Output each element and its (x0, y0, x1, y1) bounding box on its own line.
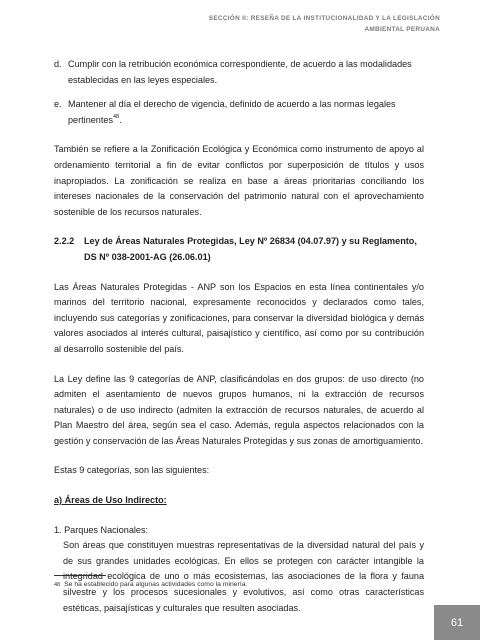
parques-title: 1. Parques Nacionales: (54, 524, 149, 535)
subheading-uso-indirecto: a) Áreas de Uso Indirecto: (54, 495, 167, 506)
page-number: 61 (450, 616, 464, 629)
list-item-d (54, 57, 424, 88)
list-item-text: Cumplir con la retribución económica correspondiente, de acuerdo a las modalidades establecidas en las leyes especiales. (68, 59, 412, 85)
footnote-number: 48 (54, 582, 61, 588)
list-item-e (54, 97, 424, 128)
list-item-e-text: Mantener al día el derecho de vigencia, definido de acuerdo a las normas legales pertinentes (68, 99, 396, 125)
page-number-box (434, 605, 480, 640)
footnote-ref: 48 (113, 113, 120, 120)
page-body (54, 57, 424, 616)
footnote-text: Se ha establecido para algunas actividades como la minería. (64, 581, 248, 588)
section-title (84, 234, 424, 265)
section-heading (54, 234, 424, 265)
list-marker: e. (54, 99, 62, 110)
header-line-1: SECCIÓN II: RESEÑA DE LA INSTITUCIONALIDAD Y LA LEGISLACIÓN (208, 15, 440, 22)
section-title-line-1: Ley de Áreas Naturales Protegidas, Ley Nº 26834 (04.07.97) y su Reglamento, (84, 236, 417, 247)
footnote-divider (54, 575, 106, 576)
paragraph-nueve: Estas 9 categorías, son las siguientes: (54, 465, 210, 476)
list-marker: d. (54, 59, 62, 69)
section-number: 2.2.2 (54, 236, 75, 247)
paragraph-anp: Las Áreas Naturales Protegidas - ANP son los Espacios en esta línea continentales y/o marinos del territorio nacional, expresamente reconocidos y declarados como tales, incluyendo sus categorías y zonificaciones, para conservar la diversidad biológica y demás valores asociados al interés cultural, paisajístico y científico, así como por su contribución al desarrollo sostenible del país. (54, 281, 424, 354)
running-header (209, 13, 440, 35)
footnote (54, 580, 247, 589)
paragraph-zonificacion: También se refiere a la Zonificación Ecológica y Económica como instrumento de apoyo al ordenamiento territorial a fin de evitar conflictos por superposición de títulos y usos inapropiados. La zonificación se realiza en base a áreas prioritarias conciliando los intereses nacionales de la conservación del patrimonio natural con el aprovechamiento sostenible de los recursos naturales. (54, 144, 424, 217)
header-line-2: AMBIENTAL PERUANA (364, 26, 440, 33)
list-item-text: Mantener al día el derecho de vigencia, definido de acuerdo a las normas legales pertinentes$^{48}$. (68, 99, 396, 125)
paragraph-categorias: La Ley define las 9 categorías de ANP, clasificándolas en dos grupos: de uso directo (no admiten el asentamiento de nuevos grupos humanos, ni la extracción de recursos naturales) o de uso indirecto (admiten la extracción de recursos naturales, de acuerdo al Plan Maestro del área, según sea el caso. Además, regula aspectos relacionados con la gestión y conservación de las Áreas Naturales Protegidas y sus zonas de amortiguamiento. (54, 373, 424, 446)
section-title-line-2: DS Nº 038-2001-AG (26.06.01) (84, 251, 211, 262)
parques-text: Son áreas que constituyen muestras representativas de la diversidad natural del país y de sus grandes unidades ecológicas. En ellos se protegen con carácter intangible la integridad ecológica de uno o más ecosistemas, las asociaciones de la flora y fauna silvestre y los procesos sucesionales y evolutivos, así como otras características estéticas, paisajísticas y culturales que resulten asociadas. (63, 540, 424, 613)
